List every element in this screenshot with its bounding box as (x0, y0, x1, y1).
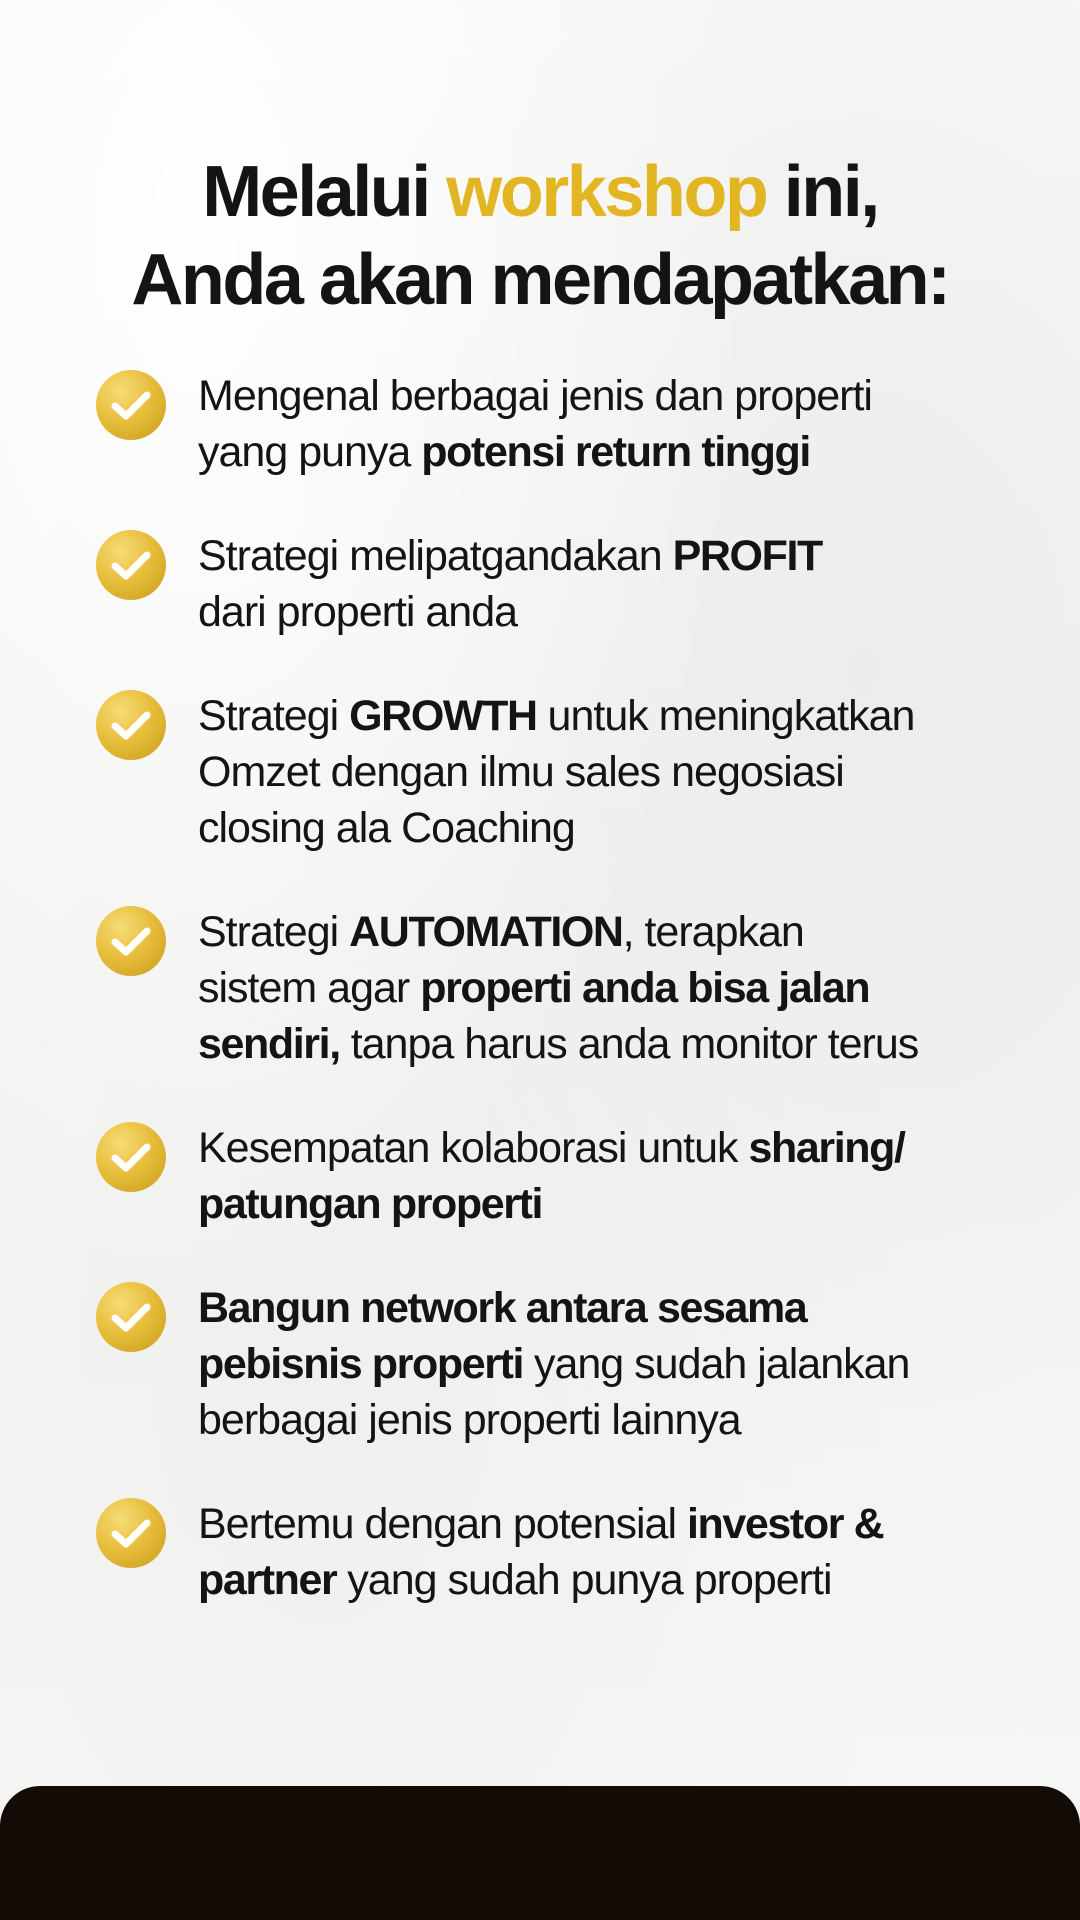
benefits-list (96, 368, 996, 1656)
checkmark-badge-icon (96, 906, 166, 976)
headline (0, 148, 1080, 324)
benefit-text: Strategi AUTOMATION, terapkan sistem agar properti anda bisa jalan sendiri, tanpa harus anda monitor terus (198, 908, 919, 1068)
checkmark-badge-icon (96, 1122, 166, 1192)
benefit-item-4 (96, 904, 996, 1072)
checkmark-badge-icon (96, 1498, 166, 1568)
headline-accent-word: workshop (446, 152, 767, 232)
benefit-text: Kesempatan kolaborasi untuk sharing/ patungan properti (198, 1124, 905, 1228)
benefit-item-1 (96, 368, 996, 480)
benefit-item-6 (96, 1280, 996, 1448)
benefit-text: Strategi GROWTH untuk meningkatkan Omzet dengan ilmu sales negosiasi closing ala Coaching (198, 692, 915, 852)
benefit-item-7 (96, 1496, 996, 1608)
checkmark-badge-icon (96, 1282, 166, 1352)
checkmark-badge-icon (96, 370, 166, 440)
benefit-text: Bertemu dengan potensial investor & partner yang sudah punya properti (198, 1500, 884, 1604)
benefit-item-5 (96, 1120, 996, 1232)
headline-line-2: Anda akan mendapatkan: (131, 240, 949, 320)
benefit-item-3 (96, 688, 996, 856)
benefit-text: Bangun network antara sesama pebisnis properti yang sudah jalankan berbagai jenis properti lainnya (198, 1284, 910, 1444)
footer-bar (0, 1786, 1080, 1920)
headline-line-1: Melalui workshop ini, (202, 152, 878, 232)
checkmark-badge-icon (96, 690, 166, 760)
checkmark-badge-icon (96, 530, 166, 600)
benefit-text: Mengenal berbagai jenis dan properti yang punya potensi return tinggi (198, 372, 872, 476)
benefit-text: Strategi melipatgandakan PROFIT dari properti anda (198, 532, 822, 636)
benefit-item-2 (96, 528, 996, 640)
